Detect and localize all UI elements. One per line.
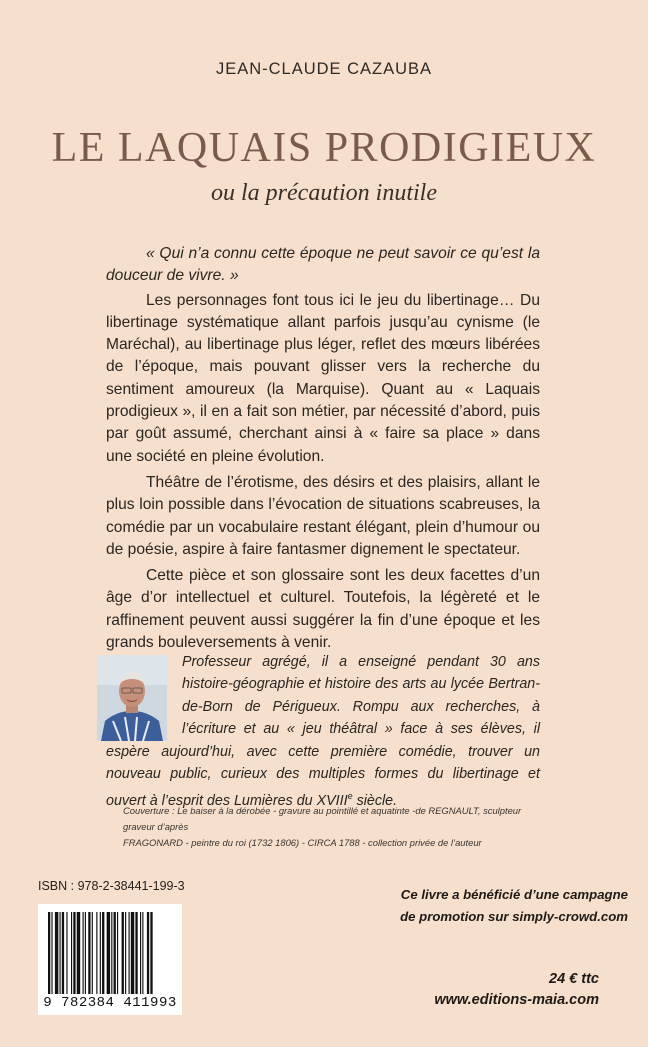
bio-text-end: siècle. (352, 793, 398, 810)
promo-line-2: de promotion sur simply-crowd.com (400, 909, 628, 924)
bio-superscript: e (347, 791, 353, 802)
price: 24 € ttc (549, 971, 599, 987)
blurb-paragraph-1: Les personnages font tous ici le jeu du libertinage… Du libertinage systématique allant parfois jusqu’au cynisme (le Maréchal), au libertinage plus léger, reflet des mœurs libérées de l’époque, mais pouvant glisser vers la recherche du sentiment amoureux (la Marquise). Quant au « Laquais prodigieux », il en a fait son métier, par nécessité d’abord, puis par goût assumé, cherchant ainsi à « faire sa place » dans une société en pleine évolution. (106, 291, 540, 465)
cover-credits (123, 803, 523, 851)
book-subtitle: ou la précaution inutile (211, 180, 437, 206)
blurb-quote: « Qui n’a connu cette époque ne peut savoir ce qu’est la douceur de vivre. » (106, 245, 540, 285)
credits-line-1: Couverture : Le baiser à la dérobée - gravure au pointillé et aquatinte -de REGNAULT, sculpteur graveur d’après (123, 805, 522, 832)
blurb-paragraph-3: Cette pièce et son glossaire sont les deux facettes d’un âge d’or intellectuel et culturel. Toutefois, la légèreté et le raffinement peuvent aussi suggérer la fin d’une époque et les grands bouleversements à venir. (106, 567, 540, 652)
bio-text: Professeur agrégé, il a enseigné pendant 30 ans histoire-géographie et histoire des arts au lycée Bertran-de-Born de Périgueux. Rompu aux recherches, à l’écriture et au « jeu théâtral » face à ses élèves, il espère aujourd’hui, avec cette première comédie, trouver un nouveau public, curieux des multiples formes du libertinage et ouvert à l’esprit des Lumières du XVIII (106, 654, 540, 810)
publisher-website[interactable]: www.editions-maia.com (434, 992, 599, 1008)
back-cover-blurb (106, 243, 540, 658)
author-biography (106, 651, 540, 813)
isbn-number: ISBN : 978-2-38441-199-3 (38, 879, 185, 893)
blurb-paragraph-2: Théâtre de l’érotisme, des désirs et des plaisirs, allant le plus loin possible dans l’évocation de situations scabreuses, la comédie par un vocabulaire restant élégant, plein d’humour ou de poésie, aspire à faire fantasmer dignement le spectateur. (106, 473, 540, 558)
credits-line-2: FRAGONARD - peintre du roi (1732 1806) - CIRCA 1788 - collection privée de l’auteur (123, 837, 482, 848)
barcode-digits: 9 782384 411993 (43, 995, 177, 1011)
promo-line-1: Ce livre a bénéficié d’une campagne (400, 887, 628, 902)
promotion-note (352, 884, 628, 928)
book-title: LE LAQUAIS PRODIGIEUX (51, 125, 597, 171)
author-name: JEAN-CLAUDE CAZAUBA (215, 60, 433, 78)
